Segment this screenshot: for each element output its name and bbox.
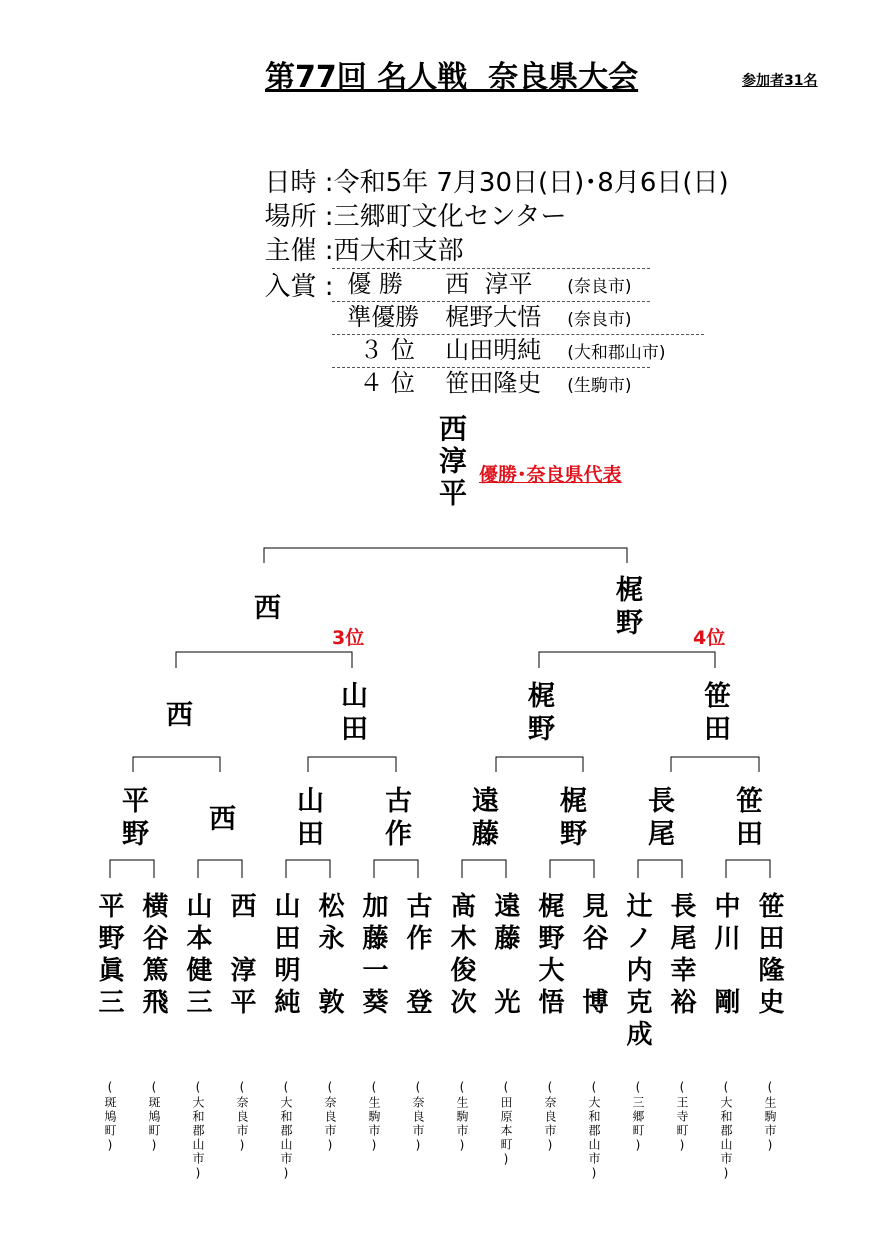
player-city: (奈良市) bbox=[411, 1080, 425, 1154]
player-name: 見谷 博 bbox=[578, 892, 608, 1020]
player-city: (斑鳩町) bbox=[147, 1080, 161, 1154]
player-name: 髙木俊次 bbox=[446, 892, 476, 1020]
info-sep: : bbox=[316, 236, 334, 266]
info-value: 令和5年 7月30日(日)･8月6日(日) bbox=[333, 168, 729, 198]
player-name: 辻ノ内克成 bbox=[622, 892, 652, 1052]
player-city: (生駒市) bbox=[455, 1080, 469, 1154]
bracket-line-r1 bbox=[110, 860, 154, 878]
award-rank: ４ 位 bbox=[359, 369, 415, 397]
participant-count: 参加者31名 bbox=[742, 73, 818, 89]
bracket-line-q2 bbox=[308, 757, 396, 772]
award-city: (奈良市) bbox=[567, 277, 632, 297]
info-label: 場所 bbox=[264, 202, 317, 232]
bracket-line-r2 bbox=[198, 860, 242, 878]
player-city: (大和郡山市) bbox=[191, 1080, 205, 1182]
award-rank: 準優勝 bbox=[347, 303, 420, 331]
info-sep: : bbox=[316, 202, 334, 232]
semi-1: 西 bbox=[161, 700, 192, 733]
quarter-2: 西 bbox=[204, 804, 235, 837]
award-city: (大和郡山市) bbox=[567, 343, 666, 363]
quarter-4: 古作 bbox=[380, 786, 411, 852]
player-city: (奈良市) bbox=[235, 1080, 249, 1154]
bracket-line-q1 bbox=[133, 757, 220, 772]
award-rank: 優 勝 bbox=[347, 270, 403, 298]
player-city: (斑鳩町) bbox=[103, 1080, 117, 1154]
bracket-line-semi-right bbox=[539, 652, 715, 668]
player-city: (王寺町) bbox=[675, 1080, 689, 1154]
fourth-place-label: 4位 bbox=[693, 627, 726, 649]
player-name: 長尾幸裕 bbox=[666, 892, 696, 1020]
award-rank: ３ 位 bbox=[359, 336, 415, 364]
player-name: 西 淳平 bbox=[226, 892, 256, 1020]
quarter-8: 笹田 bbox=[731, 786, 762, 852]
bracket-line-r5 bbox=[462, 860, 506, 878]
info-sep: : bbox=[316, 168, 334, 198]
player-city: (生駒市) bbox=[763, 1080, 777, 1154]
info-label: 日時 bbox=[264, 168, 317, 198]
player-city: (奈良市) bbox=[543, 1080, 557, 1154]
bracket-line-r4 bbox=[374, 860, 418, 878]
player-city: (大和郡山市) bbox=[279, 1080, 293, 1182]
semi-3: 梶野 bbox=[523, 681, 554, 747]
player-city: (大和郡山市) bbox=[587, 1080, 601, 1182]
champion-note: 優勝･奈良県代表 bbox=[479, 464, 622, 486]
semi-2: 山田 bbox=[336, 681, 367, 747]
bracket-line-q3 bbox=[496, 757, 583, 772]
final-right: 梶野 bbox=[611, 575, 642, 641]
player-city: (奈良市) bbox=[323, 1080, 337, 1154]
player-name: 古作 登 bbox=[402, 892, 432, 1020]
info-label: 主催 bbox=[264, 236, 317, 266]
player-city: (田原本町) bbox=[499, 1080, 513, 1168]
semi-4: 笹田 bbox=[699, 681, 730, 747]
player-name: 山本健三 bbox=[182, 892, 212, 1020]
player-name: 横谷篤飛 bbox=[138, 892, 168, 1020]
award-name: 梶野大悟 bbox=[445, 303, 542, 331]
quarter-1: 平野 bbox=[117, 786, 148, 852]
player-name: 遠藤 光 bbox=[490, 892, 520, 1020]
bracket-line-r6 bbox=[550, 860, 594, 878]
player-name: 梶野大悟 bbox=[534, 892, 564, 1020]
info-label: 入賞 bbox=[264, 272, 317, 302]
quarter-3: 山田 bbox=[292, 786, 323, 852]
bracket-line-r8 bbox=[726, 860, 770, 878]
award-name: 山田明純 bbox=[445, 336, 542, 364]
quarter-7: 長尾 bbox=[643, 786, 674, 852]
bracket-line-r7 bbox=[638, 860, 682, 878]
champion-name: 西淳平 bbox=[435, 414, 468, 510]
player-name: 平野眞三 bbox=[94, 892, 124, 1020]
info-value: 三郷町文化センター bbox=[333, 202, 567, 232]
player-city: (生駒市) bbox=[367, 1080, 381, 1154]
award-city: (生駒市) bbox=[567, 376, 632, 396]
bracket-line-final bbox=[264, 548, 627, 563]
third-place-label: 3位 bbox=[332, 627, 365, 649]
info-value: 西大和支部 bbox=[333, 236, 464, 266]
player-name: 笹田隆史 bbox=[754, 892, 784, 1020]
award-name: 西 淳平 bbox=[445, 270, 533, 298]
player-name: 中川 剛 bbox=[710, 892, 740, 1020]
bracket-line-q4 bbox=[671, 757, 759, 772]
award-name: 笹田隆史 bbox=[445, 369, 542, 397]
player-name: 松永 敦 bbox=[314, 892, 344, 1020]
quarter-5: 遠藤 bbox=[467, 786, 498, 852]
final-left: 西 bbox=[249, 593, 280, 626]
bracket-line-semi-left bbox=[176, 652, 352, 668]
quarter-6: 梶野 bbox=[555, 786, 586, 852]
player-name: 山田明純 bbox=[270, 892, 300, 1020]
player-city: (三郷町) bbox=[631, 1080, 645, 1154]
player-city: (大和郡山市) bbox=[719, 1080, 733, 1182]
award-city: (奈良市) bbox=[567, 310, 632, 330]
page-title: 第77回 名人戦 奈良県大会 bbox=[265, 60, 639, 95]
bracket-line-r3 bbox=[286, 860, 330, 878]
info-sep: : bbox=[316, 272, 334, 302]
player-name: 加藤一葵 bbox=[358, 892, 388, 1020]
